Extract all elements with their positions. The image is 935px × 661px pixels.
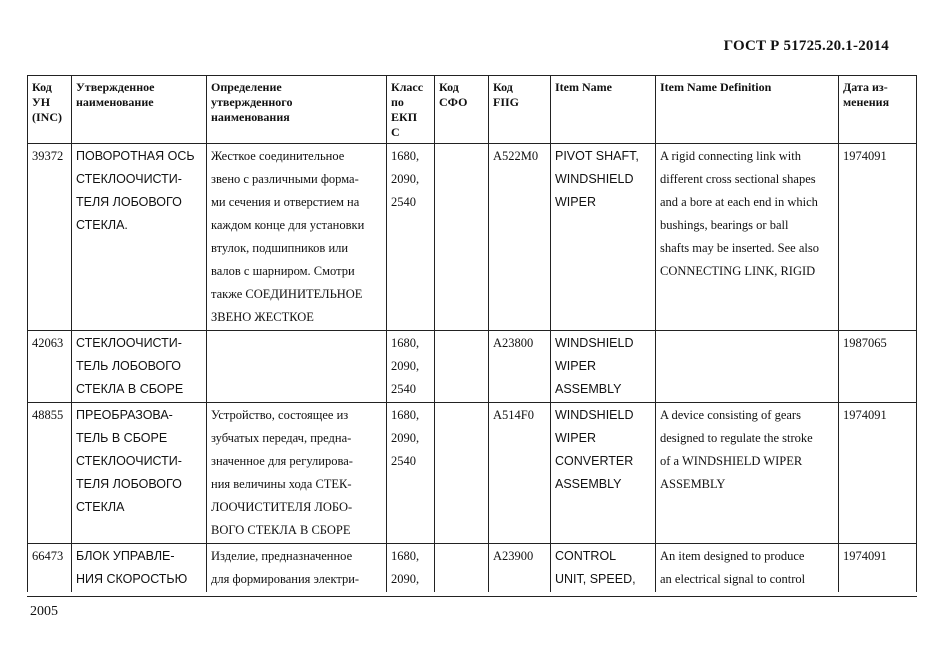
cell-text: A514F0 xyxy=(493,408,534,422)
cell-text-line: A device consisting of gears xyxy=(660,408,801,422)
cell-approved-name xyxy=(72,403,207,544)
header-line: СФО xyxy=(439,95,468,109)
cell-text-line: 1680, xyxy=(391,336,420,350)
cell-text-line: WIPER xyxy=(555,359,596,373)
cell-text-line: Жесткое соединительное xyxy=(211,149,345,163)
table-row xyxy=(28,144,917,331)
cell-text-line: зубчатых передач, предна- xyxy=(211,431,352,445)
cell-text-line: ASSEMBLY xyxy=(660,477,726,491)
cell-inc-code xyxy=(28,331,72,403)
column-header-item-name-definition xyxy=(656,76,839,144)
cell-text-line: СТЕКЛА xyxy=(76,500,125,514)
cell-text-line: 2540 xyxy=(391,454,416,468)
cell-change-date xyxy=(839,403,917,544)
header-line: Код xyxy=(493,80,513,94)
cell-inc-code xyxy=(28,144,72,331)
cell-text-line: 2090, xyxy=(391,572,420,586)
cell-fiig-code xyxy=(489,331,551,403)
cell-sfo-code xyxy=(435,331,489,403)
cell-text-line: СТЕКЛООЧИСТИ- xyxy=(76,172,182,186)
table-bottom-border xyxy=(27,596,917,597)
header-line: Класс xyxy=(391,80,424,94)
cell-text-line: ТЕЛЬ В СБОРЕ xyxy=(76,431,168,445)
cell-text-line: ТЕЛЯ ЛОБОВОГО xyxy=(76,477,182,491)
header-line: УН xyxy=(32,95,51,109)
cell-class xyxy=(387,331,435,403)
cell-text: 1987065 xyxy=(843,336,887,350)
cell-class xyxy=(387,144,435,331)
cell-text-line: A rigid connecting link with xyxy=(660,149,801,163)
column-header-code-inc xyxy=(28,76,72,144)
header-line: С xyxy=(391,125,400,139)
cell-text-line: WINDSHIELD xyxy=(555,172,634,186)
cell-text-line: bushings, bearings or ball xyxy=(660,218,789,232)
cell-change-date xyxy=(839,144,917,331)
cell-text: 42063 xyxy=(32,336,64,350)
cell-text-line: для формирования электри- xyxy=(211,572,360,586)
cell-item-name xyxy=(551,403,656,544)
column-header-approved-definition xyxy=(207,76,387,144)
cell-text-line: ASSEMBLY xyxy=(555,477,622,491)
cell-inc-code xyxy=(28,544,72,593)
cell-text-line: WINDSHIELD xyxy=(555,336,634,350)
cell-text: A23900 xyxy=(493,549,534,563)
cell-text: 66473 xyxy=(32,549,64,563)
cell-change-date xyxy=(839,544,917,593)
cell-text-line: СТЕКЛА В СБОРЕ xyxy=(76,382,184,396)
cell-sfo-code xyxy=(435,144,489,331)
table-clip-region xyxy=(27,75,919,597)
cell-text: 1974091 xyxy=(843,408,887,422)
cell-approved-definition xyxy=(207,544,387,593)
header-line: наименование xyxy=(76,95,154,109)
cell-text: 1974091 xyxy=(843,149,887,163)
cell-approved-definition xyxy=(207,403,387,544)
cell-item-definition xyxy=(656,331,839,403)
cell-text-line: of a WINDSHIELD WIPER xyxy=(660,454,803,468)
cell-approved-definition xyxy=(207,331,387,403)
cell-class xyxy=(387,403,435,544)
cell-text-line: CONNECTING LINK, RIGID xyxy=(660,264,816,278)
cell-text-line: and a bore at each end in which xyxy=(660,195,818,209)
cell-fiig-code xyxy=(489,544,551,593)
header-line: Определение xyxy=(211,80,282,94)
cell-text-line: СТЕКЛООЧИСТИ- xyxy=(76,454,182,468)
cell-sfo-code xyxy=(435,544,489,593)
cell-text-line: Устройство, состоящее из xyxy=(211,408,349,422)
cell-item-name xyxy=(551,544,656,593)
header-line: Дата из- xyxy=(843,80,888,94)
cell-text-line: An item designed to produce xyxy=(660,549,805,563)
cell-text-line: каждом конце для установки xyxy=(211,218,365,232)
cell-text-line: ТЕЛЬ ЛОБОВОГО xyxy=(76,359,181,373)
column-header-approved-name xyxy=(72,76,207,144)
cell-text-line: shafts may be inserted. See also xyxy=(660,241,819,255)
cell-text-line: значенное для регулирова- xyxy=(211,454,353,468)
cell-text-line: ЗВЕНО ЖЕСТКОЕ xyxy=(211,310,314,324)
cell-text-line: ASSEMBLY xyxy=(555,382,622,396)
header-line: по xyxy=(391,95,404,109)
cell-text-line: ЛООЧИСТИТЕЛЯ ЛОБО- xyxy=(211,500,353,514)
header-line: наименования xyxy=(211,110,290,124)
cell-text-line: 2090, xyxy=(391,431,420,445)
cell-text-line: WIPER xyxy=(555,431,596,445)
cell-text-line: an electrical signal to control xyxy=(660,572,806,586)
header-line: утвержденного xyxy=(211,95,293,109)
table-row xyxy=(28,403,917,544)
cell-text-line: Изделие, предназначенное xyxy=(211,549,353,563)
cell-text-line: ПОВОРОТНАЯ ОСЬ xyxy=(76,149,195,163)
header-line: Item Name xyxy=(555,80,612,94)
cell-inc-code xyxy=(28,403,72,544)
cell-text-line: ТЕЛЯ ЛОБОВОГО xyxy=(76,195,182,209)
cell-text-line: 2540 xyxy=(391,195,416,209)
cell-text-line: WIPER xyxy=(555,195,596,209)
cell-text-line: НИЯ СКОРОСТЬЮ xyxy=(76,572,188,586)
cell-approved-name xyxy=(72,331,207,403)
cell-sfo-code xyxy=(435,403,489,544)
cell-class xyxy=(387,544,435,593)
table-row xyxy=(28,331,917,403)
header-line: менения xyxy=(843,95,890,109)
cell-text-line: также СОЕДИНИТЕЛЬНОЕ xyxy=(211,287,363,301)
header-line: Код xyxy=(439,80,459,94)
cell-text-line: валов с шарниром. Смотри xyxy=(211,264,355,278)
cell-text-line: БЛОК УПРАВЛЕ- xyxy=(76,549,175,563)
cell-text-line: designed to regulate the stroke xyxy=(660,431,813,445)
header-line: Утвержденное xyxy=(76,80,155,94)
cell-text: 1974091 xyxy=(843,549,887,563)
cell-item-definition xyxy=(656,544,839,593)
column-header-class xyxy=(387,76,435,144)
cell-text-line: CONVERTER xyxy=(555,454,634,468)
cell-fiig-code xyxy=(489,403,551,544)
document-standard-header: ГОСТ Р 51725.20.1-2014 xyxy=(723,38,889,54)
cell-text-line: ми сечения и отверстием на xyxy=(211,195,360,209)
cell-approved-name xyxy=(72,144,207,331)
cell-text: 48855 xyxy=(32,408,64,422)
cell-text-line: 1680, xyxy=(391,408,420,422)
header-line: Item Name Definition xyxy=(660,80,772,94)
header-line: (INC) xyxy=(32,110,62,124)
cell-text-line: СТЕКЛА. xyxy=(76,218,128,232)
cell-text-line: ВОГО СТЕКЛА В СБОРЕ xyxy=(211,523,351,537)
page-number: 2005 xyxy=(30,604,58,619)
cell-approved-definition xyxy=(207,144,387,331)
column-header-fiig-code xyxy=(489,76,551,144)
cell-text-line: 1680, xyxy=(391,549,420,563)
cell-text: A23800 xyxy=(493,336,534,350)
cell-text-line: звено с различными форма- xyxy=(211,172,359,186)
cell-text-line: CONTROL xyxy=(555,549,617,563)
cell-text-line: ния величины хода СТЕК- xyxy=(211,477,352,491)
cell-text-line: ПРЕОБРАЗОВА- xyxy=(76,408,173,422)
cell-text-line: втулок, подшипников или xyxy=(211,241,349,255)
cell-change-date xyxy=(839,331,917,403)
cell-item-name xyxy=(551,144,656,331)
nomenclature-table xyxy=(27,75,917,592)
cell-item-definition xyxy=(656,144,839,331)
cell-text-line: different cross sectional shapes xyxy=(660,172,816,186)
cell-text-line: UNIT, SPEED, xyxy=(555,572,636,586)
cell-item-definition xyxy=(656,403,839,544)
column-header-change-date xyxy=(839,76,917,144)
cell-text-line: 2090, xyxy=(391,359,420,373)
cell-approved-name xyxy=(72,544,207,593)
cell-text-line: 2090, xyxy=(391,172,420,186)
cell-text: 39372 xyxy=(32,149,64,163)
header-line: FIIG xyxy=(493,95,520,109)
header-line: Код xyxy=(32,80,52,94)
column-header-item-name xyxy=(551,76,656,144)
cell-text-line: PIVOT SHAFT, xyxy=(555,149,639,163)
cell-text-line: СТЕКЛООЧИСТИ- xyxy=(76,336,182,350)
cell-text: A522M0 xyxy=(493,149,539,163)
cell-text-line: 2540 xyxy=(391,382,416,396)
table-row xyxy=(28,544,917,593)
header-line: ЕКП xyxy=(391,110,418,124)
cell-item-name xyxy=(551,331,656,403)
cell-text-line: 1680, xyxy=(391,149,420,163)
cell-text-line: WINDSHIELD xyxy=(555,408,634,422)
cell-fiig-code xyxy=(489,144,551,331)
column-header-sfo-code xyxy=(435,76,489,144)
table-header-row xyxy=(28,76,917,144)
